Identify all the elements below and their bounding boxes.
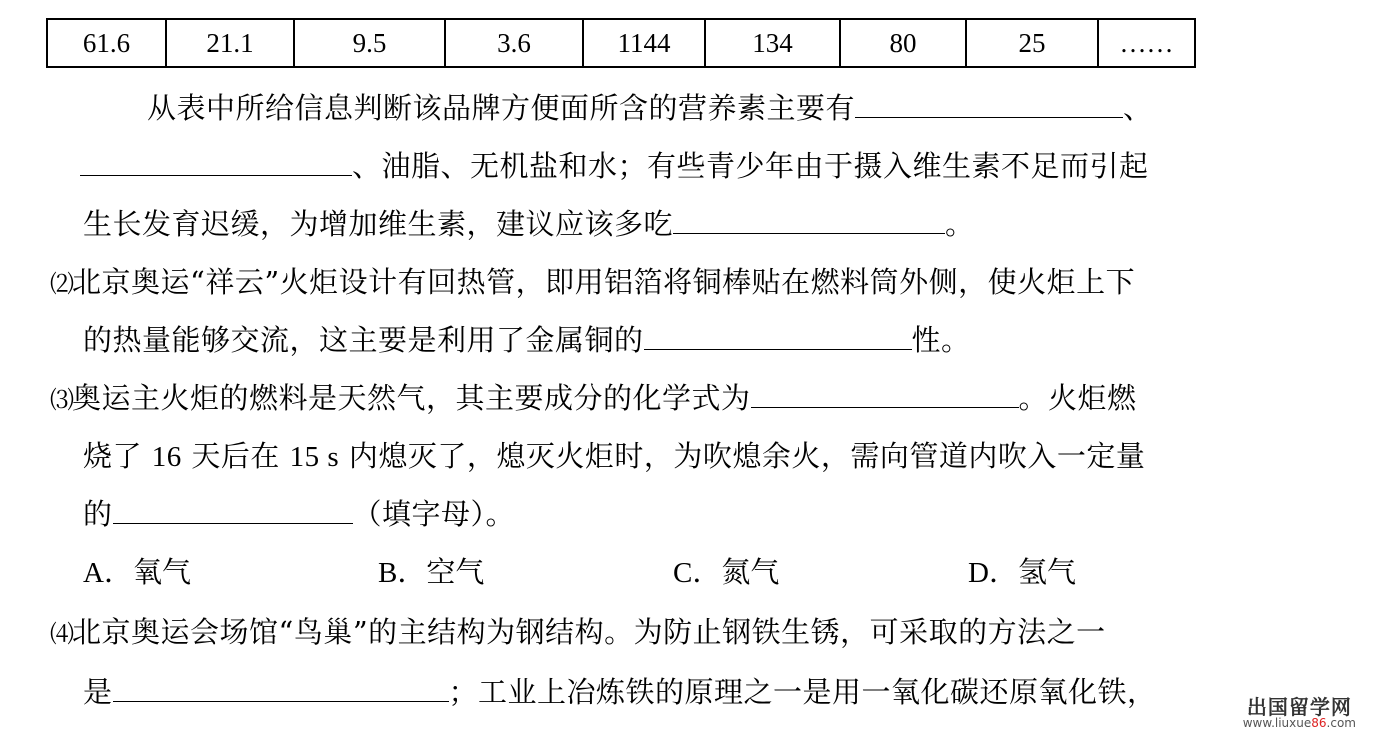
q1-line3-end: 。 xyxy=(945,207,975,241)
q1-line-2 xyxy=(80,146,1149,186)
site-watermark xyxy=(1243,697,1356,729)
q1-line1-text: 从表中所给信息判断该品牌方便面所含的营养素主要有 xyxy=(147,91,856,125)
watermark-url-a: www.liuxue xyxy=(1242,716,1312,730)
q3-line-3 xyxy=(83,494,515,534)
answer-blank[interactable] xyxy=(80,149,352,176)
q3-line3-text: 的 xyxy=(83,497,113,531)
question-number: ⑵ xyxy=(50,272,72,298)
option-c[interactable] xyxy=(673,552,779,593)
watermark-title: 出国留学网 xyxy=(1246,695,1352,719)
watermark-url-b: 86 xyxy=(1311,716,1327,730)
q1-line2-text: 、油脂、无机盐和水；有些青少年由于摄入维生素不足而引起 xyxy=(352,149,1149,183)
q1-line-3 xyxy=(83,204,975,244)
q1-line3-text: 生长发育迟缓，为增加维生素，建议应该多吃 xyxy=(83,207,674,241)
table-cell: …… xyxy=(1098,19,1195,67)
q4-line-1 xyxy=(50,612,1106,655)
table-cell: 21.1 xyxy=(166,19,294,67)
answer-blank[interactable] xyxy=(751,381,1019,408)
question-number: ⑶ xyxy=(50,388,72,414)
q3-line2-text-b: 天后在 xyxy=(181,439,290,473)
q3-line-1 xyxy=(50,378,1137,421)
q3-days-value: 16 xyxy=(151,441,182,473)
q4-line-2 xyxy=(83,672,1157,712)
q3-line-2 xyxy=(83,436,1145,477)
q2-line2-end: 性。 xyxy=(911,323,971,357)
q2-line1-text: 北京奥运“祥云”火炬设计有回热管，即用铝箔将铜棒贴在燃料筒外侧，使火炬上下 xyxy=(72,265,1136,299)
answer-blank[interactable] xyxy=(644,323,912,350)
option-a[interactable] xyxy=(83,552,191,593)
table-cell: 1144 xyxy=(583,19,705,67)
option-letter: B． xyxy=(378,557,427,589)
table-cell: 25 xyxy=(966,19,1098,67)
answer-blank[interactable] xyxy=(113,497,353,524)
table-cell: 61.6 xyxy=(47,19,166,67)
q3-line1-end: 。火炬燃 xyxy=(1018,381,1137,415)
q4-line2-text: 是 xyxy=(83,675,113,709)
q3-line1-text: 奥运主火炬的燃料是天然气，其主要成分的化学式为 xyxy=(72,381,751,415)
option-letter: C． xyxy=(673,557,722,589)
q3-line3-end: （填字母）。 xyxy=(352,497,516,531)
q3-line2-text-a: 烧了 xyxy=(83,439,152,473)
option-text: 空气 xyxy=(426,555,485,589)
watermark-url-c: .com xyxy=(1326,716,1356,730)
question-number: ⑷ xyxy=(50,622,72,648)
q2-line-2 xyxy=(83,320,971,360)
answer-blank[interactable] xyxy=(855,91,1123,118)
table-cell: 134 xyxy=(705,19,840,67)
nutrition-table xyxy=(46,18,1196,68)
option-letter: D． xyxy=(968,557,1018,589)
answer-blank[interactable] xyxy=(113,675,449,702)
option-text: 氢气 xyxy=(1017,555,1076,589)
q2-line2-text: 的热量能够交流，这主要是利用了金属铜的 xyxy=(83,323,644,357)
table-row xyxy=(47,19,1195,67)
q3-seconds-value: 15 s xyxy=(289,441,340,473)
option-b[interactable] xyxy=(378,552,484,593)
table-cell: 3.6 xyxy=(445,19,583,67)
q4-line1-text: 北京奥运会场馆“鸟巢”的主结构为钢结构。为防止钢铁生锈，可采取的方法之一 xyxy=(72,615,1106,649)
q4-line2-end: ；工业上冶炼铁的原理之一是用一氧化碳还原氧化铁， xyxy=(448,675,1157,709)
option-text: 氮气 xyxy=(721,555,780,589)
table-cell: 80 xyxy=(840,19,966,67)
option-text: 氧气 xyxy=(132,555,191,589)
q3-line2-text-c: 内熄灭了，熄灭火炬时，为吹熄余火，需向管道内吹入一定量 xyxy=(339,439,1146,473)
answer-blank[interactable] xyxy=(673,207,945,234)
option-letter: A． xyxy=(83,557,133,589)
q1-line-1 xyxy=(147,88,1153,128)
watermark-url xyxy=(1243,717,1356,729)
table-cell: 9.5 xyxy=(294,19,445,67)
q2-line-1 xyxy=(50,262,1135,305)
option-d[interactable] xyxy=(968,552,1076,593)
q1-line1-end: 、 xyxy=(1123,91,1153,125)
